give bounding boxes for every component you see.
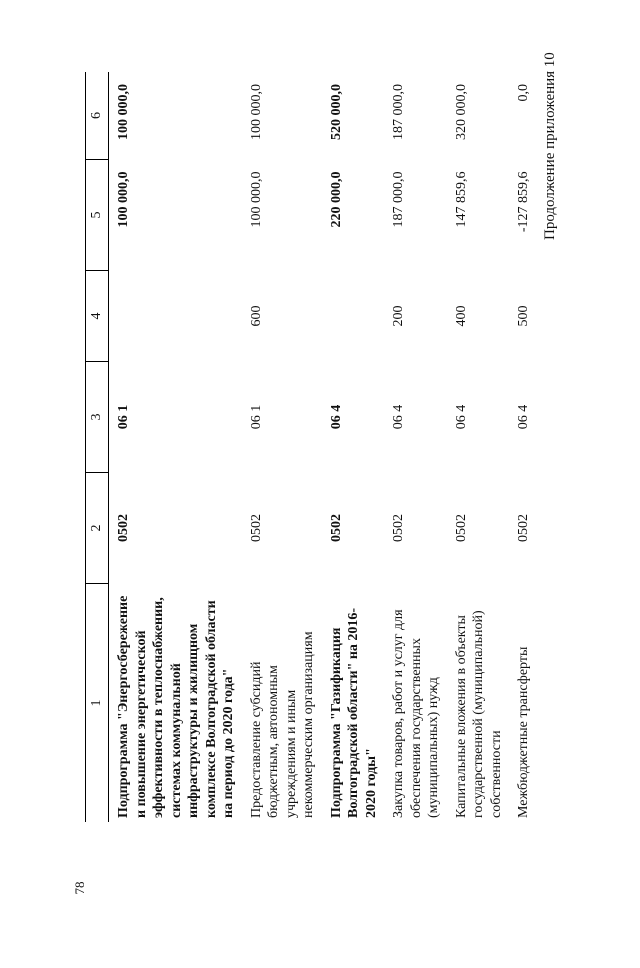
row-name: Закупка товаров, работ и услуг для обеспечения государственных (муниципальных) нужд [391,609,441,818]
continuation-label: Продолжение приложения 10 [542,52,558,240]
row-section: 0502 [248,514,264,542]
table-row [384,72,447,822]
column-number: 1 [86,584,109,823]
rotated-table-area [85,77,530,822]
table-row [322,72,385,822]
row-amount-a: 100 000,0 [248,171,264,228]
row-program: 06 4 [328,404,344,430]
row-program: 06 4 [391,404,406,430]
row-expense-type [322,271,385,362]
table-row [447,72,510,822]
row-amount-a: 187 000,0 [391,171,406,228]
row-amount-b: 320 000,0 [453,84,469,140]
row-expense-type [109,271,242,362]
row-amount-a: 220 000,0 [328,171,344,228]
table-row [509,72,537,822]
row-section: 0502 [453,514,469,542]
row-expense-type: 500 [516,305,531,327]
row-section: 0502 [391,514,406,542]
row-amount-a: 147 859,6 [453,171,469,228]
row-name: Подпрограмма "Энергосбережение и повышение энергетической эффективности в теплоснабжении, системах коммунальной инфраструктуры и жилищном комплексе Волгоградской области на период до 2020 года" [116,595,236,818]
column-number: 5 [86,160,109,271]
row-section: 0502 [328,514,344,542]
row-amount-b: 0,0 [516,84,531,102]
row-amount-a: 100 000,0 [116,171,131,228]
page-number: 78 [72,881,87,895]
row-name: Предоставление субсидий бюджетным, автономным учреждениям и иным некоммерческим организациям [248,631,316,818]
table-row [242,72,322,822]
column-number: 4 [86,271,109,362]
row-program: 06 1 [248,404,264,430]
row-amount-a: -127 859,6 [516,171,531,233]
row-amount-b: 520 000,0 [328,84,344,140]
row-amount-b: 100 000,0 [248,84,264,140]
row-program: 06 4 [516,404,531,430]
column-number-row [86,72,109,822]
row-expense-type: 600 [248,305,264,327]
row-expense-type: 400 [453,305,469,327]
table-row [109,72,242,822]
column-number: 6 [86,72,109,160]
budget-table [85,72,537,822]
row-program: 06 1 [116,404,131,430]
row-name: Подпрограмма "Газификация Волгоградской области" на 2016-2020 годы" [328,607,379,818]
row-name: Капитальные вложения в объекты государственной (муниципальной) собственности [453,610,504,818]
row-program: 06 4 [453,404,469,430]
column-number: 2 [86,473,109,584]
row-section: 0502 [516,514,531,542]
row-section: 0502 [116,514,131,542]
row-expense-type: 200 [391,305,406,327]
column-number: 3 [86,362,109,473]
row-name: Межбюджетные трансферты [516,646,531,818]
row-amount-b: 187 000,0 [391,84,406,140]
row-amount-b: 100 000,0 [116,84,131,140]
